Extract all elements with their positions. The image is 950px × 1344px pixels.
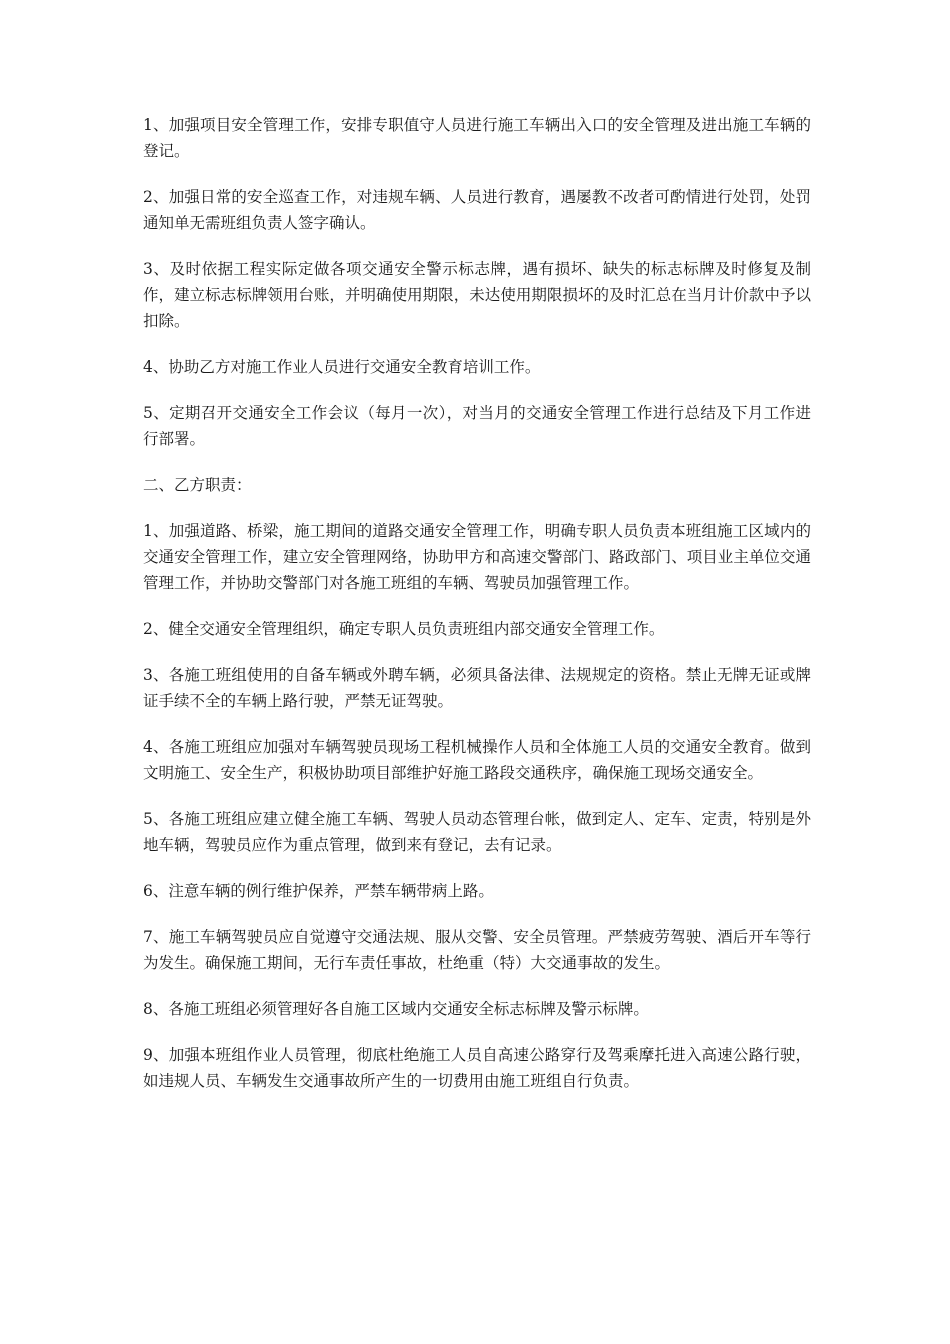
party-a-item-4: 4、协助乙方对施工作业人员进行交通安全教育培训工作。 [143,358,541,376]
party-a-item-3: 3、及时依据工程实际定做各项交通安全警示标志牌，遇有损坏、缺失的标志标牌及时修复及制作，建立标志标牌领用台账，并明确使用期限，未达使用期限损坏的及时汇总在当月计价款中予以扣除。 [143,260,811,330]
party-b-item-2: 2、健全交通安全管理组织，确定专职人员负责班组内部交通安全管理工作。 [143,620,665,638]
party-b-item-1: 1、加强道路、桥梁，施工期间的道路交通安全管理工作，明确专职人员负责本班组施工区域内的交通安全管理工作，建立安全管理网络，协助甲方和高速交警部门、路政部门、项目业主单位交通管理工作，并协助交警部门对各施工班组的车辆、驾驶员加强管理工作。 [143,522,811,592]
party-b-item-8: 8、各施工班组必须管理好各自施工区域内交通安全标志标牌及警示标牌。 [143,1000,649,1018]
party-b-item-4: 4、各施工班组应加强对车辆驾驶员现场工程机械操作人员和全体施工人员的交通安全教育。做到文明施工、安全生产，积极协助项目部维护好施工路段交通秩序，确保施工现场交通安全。 [143,738,811,782]
document-page [143,112,811,1114]
party-b-item-3: 3、各施工班组使用的自备车辆或外聘车辆，必须具备法律、法规规定的资格。禁止无牌无证或牌证手续不全的车辆上路行驶，严禁无证驾驶。 [143,666,811,710]
party-b-item-7: 7、施工车辆驾驶员应自觉遵守交通法规、服从交警、安全员管理。严禁疲劳驾驶、酒后开车等行为发生。确保施工期间，无行车责任事故，杜绝重（特）大交通事故的发生。 [143,928,811,972]
party-a-item-2: 2、加强日常的安全巡查工作，对违规车辆、人员进行教育，遇屡教不改者可酌情进行处罚，处罚通知单无需班组负责人签字确认。 [143,188,811,232]
party-b-item-5: 5、各施工班组应建立健全施工车辆、驾驶人员动态管理台帐，做到定人、定车、定责，特别是外地车辆，驾驶员应作为重点管理，做到来有登记，去有记录。 [143,810,811,854]
party-b-heading: 二、乙方职责： [143,476,252,494]
party-a-item-5: 5、定期召开交通安全工作会议（每月一次），对当月的交通安全管理工作进行总结及下月工作进行部署。 [143,404,811,448]
party-b-item-6: 6、注意车辆的例行维护保养，严禁车辆带病上路。 [143,882,494,900]
party-a-item-1: 1、加强项目安全管理工作，安排专职值守人员进行施工车辆出入口的安全管理及进出施工车辆的登记。 [143,116,811,160]
party-b-item-9: 9、加强本班组作业人员管理，彻底杜绝施工人员自高速公路穿行及驾乘摩托进入高速公路行驶，如违规人员、车辆发生交通事故所产生的一切费用由施工班组自行负责。 [143,1046,811,1090]
